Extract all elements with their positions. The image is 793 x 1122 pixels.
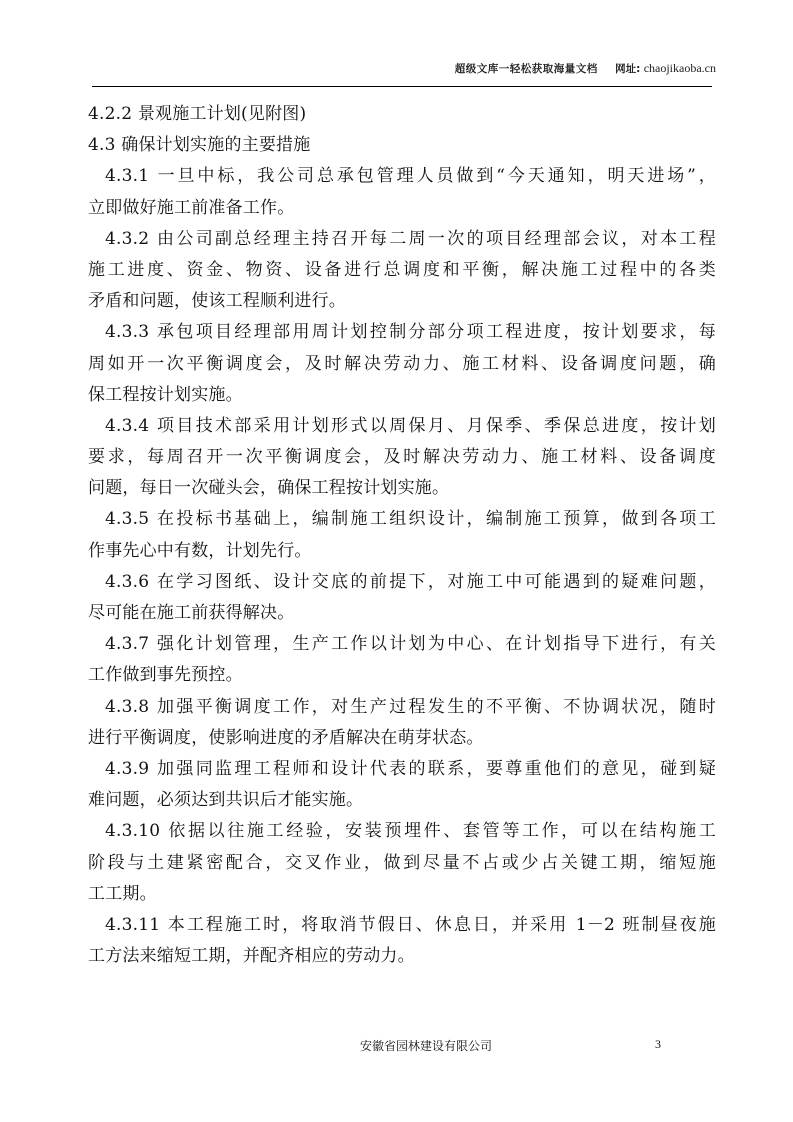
text-line: 进行平衡调度，使影响进度的矛盾解决在萌芽状态。 <box>88 727 484 748</box>
text-line: 工工期。 <box>88 883 157 904</box>
text-line: 周如开一次平衡调度会，及时解决劳动力、施工材料、设备调度问题，确 <box>88 353 716 374</box>
text-line: 保工程按计划实施。 <box>88 384 243 405</box>
footer-page-number: 3 <box>655 1037 661 1051</box>
text-line: 4.3.3 承包项目经理部用周计划控制分部分项工程进度，按计划要求，每 <box>105 322 716 343</box>
footer-company-name: 安徽省园林建设有限公司 <box>360 1039 493 1053</box>
text-line: 4.3.1 一旦中标，我公司总承包管理人员做到“今天通知，明天进场”， <box>105 166 716 187</box>
text-line: 要求，每周召开一次平衡调度会，及时解决劳动力、施工材料、设备调度 <box>88 447 716 468</box>
text-line: 4.3.11 本工程施工时，将取消节假日、休息日，并采用 1－2 班制昼夜施 <box>105 914 716 935</box>
document-body <box>88 99 716 972</box>
text-line: 4.3.4 项目技术部采用计划形式以周保月、月保季、季保总进度，按计划 <box>105 415 716 436</box>
header-text <box>455 61 716 76</box>
header-url: chaojikaoba.cn <box>643 61 716 75</box>
text-line: 作事先心中有数，计划先行。 <box>88 540 312 561</box>
header-site-name: 超级文库一轻松获取海量文档 <box>454 63 598 75</box>
text-line: 4.3.10 依据以往施工经验，安装预埋件、套管等工作，可以在结构施工 <box>105 821 716 842</box>
text-line: 施工进度、资金、物资、设备进行总调度和平衡，解决施工过程中的各类 <box>88 259 716 280</box>
header-url-label: 网址: <box>615 63 641 75</box>
text-line: 4.3.2 由公司副总经理主持召开每二周一次的项目经理部会议，对本工程 <box>105 228 716 249</box>
text-line: 4.3.5 在投标书基础上，编制施工组织设计，编制施工预算，做到各项工 <box>105 509 716 530</box>
text-line: 问题，每日一次碰头会，确保工程按计划实施。 <box>88 478 450 499</box>
text-line: 工作做到事先预控。 <box>88 665 243 686</box>
text-line: 4.3.6 在学习图纸、设计交底的前提下，对施工中可能遇到的疑难问题， <box>105 571 716 592</box>
text-line: 4.3.8 加强平衡调度工作，对生产过程发生的不平衡、不协调状况，随时 <box>105 696 716 717</box>
text-line: 4.2.2 景观施工计划(见附图) <box>88 104 307 124</box>
text-line: 4.3.7 强化计划管理，生产工作以计划为中心、在计划指导下进行，有关 <box>105 634 716 655</box>
text-line: 立即做好施工前准备工作。 <box>88 197 295 218</box>
text-line: 4.3.9 加强同监理工程师和设计代表的联系，要尊重他们的意见，碰到疑 <box>105 758 716 779</box>
text-line: 4.3 确保计划实施的主要措施 <box>88 135 311 156</box>
text-line: 工方法来缩短工期，并配齐相应的劳动力。 <box>88 946 415 967</box>
text-line: 难问题，必须达到共识后才能实施。 <box>88 790 364 811</box>
page-header <box>92 53 716 87</box>
text-line: 尽可能在施工前获得解决。 <box>88 603 295 623</box>
text-line: 阶段与土建紧密配合，交叉作业，做到尽量不占或少占关键工期，缩短施 <box>88 852 716 873</box>
text-line: 矛盾和问题，使该工程顺利进行。 <box>88 291 346 312</box>
page-footer <box>0 1037 793 1057</box>
